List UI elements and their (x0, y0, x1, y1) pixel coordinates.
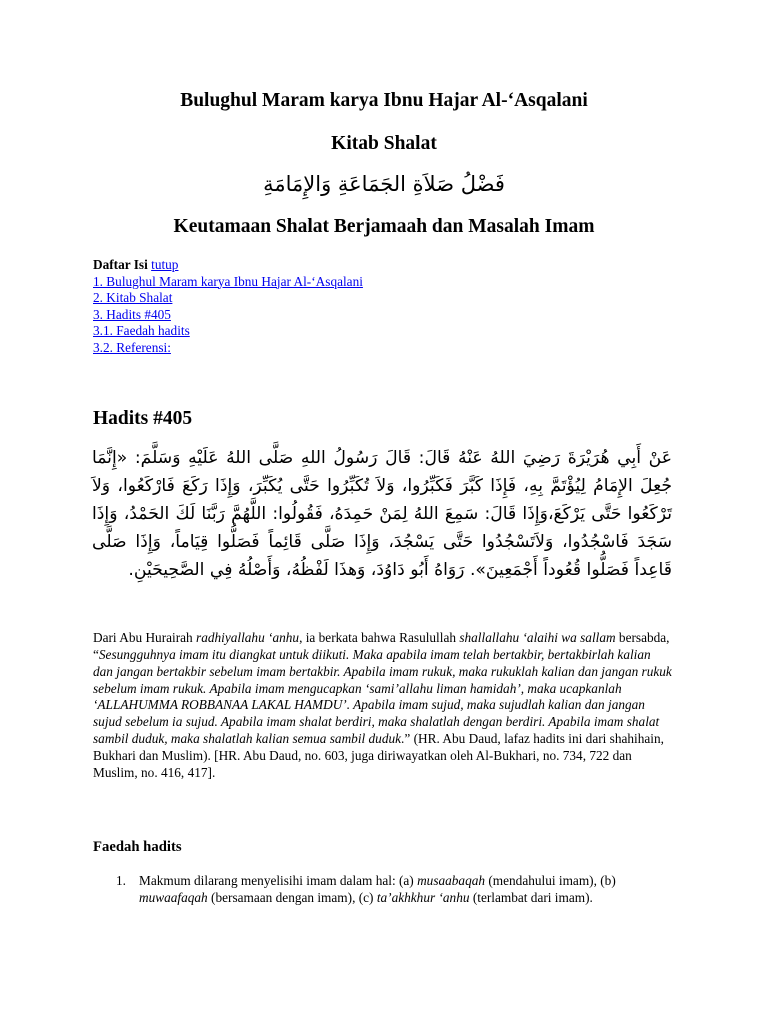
list-item-text: Makmum dilarang menyelisihi imam dalam hal: (a) (139, 873, 418, 888)
list-item-text: (mendahului imam), (b) (485, 873, 616, 888)
translation-reference: .” (HR. Abu Daud, lafaz hadits ini dari shahihain, Bukhari dan Muslim). [HR. Abu Daud, no. 603, juga diriwayatkan oleh Al-Bukhari, no. 734, 722 dan Muslim, no. 416, 417]. (93, 731, 664, 780)
list-item-text: (terlambat dari imam). (469, 889, 593, 905)
list-item (93, 873, 673, 907)
arabic-chapter-heading: فَضْلُ صَلاَةِ الجَمَاعَةِ وَالإِمَامَةِ (263, 172, 505, 196)
toc-item-2[interactable]: 2. Kitab Shalat (93, 290, 173, 305)
translation-text: Dari Abu Hurairah (93, 630, 197, 646)
hadits-translation (93, 630, 673, 781)
translation-italic: radhiyallahu ‘anhu (196, 630, 300, 646)
list-item-text: (bersamaan dengan imam), (c) (207, 889, 377, 905)
translation-italic: shallallahu ‘alaihi wa sallam (459, 630, 616, 646)
list-item-number: 1. (116, 873, 126, 888)
toc-toggle-link[interactable]: tutup (151, 257, 179, 272)
faedah-heading: Faedah hadits (93, 839, 182, 855)
faedah-list (93, 873, 673, 907)
toc-item-1[interactable]: 1. Bulughul Maram karya Ibnu Hajar Al-‘Asqalani (93, 273, 363, 289)
toc-item-3[interactable]: 3. Hadits #405 (93, 306, 171, 322)
toc-item-3-1[interactable]: 3.1. Faedah hadits (93, 323, 190, 338)
table-of-contents (93, 257, 593, 356)
chapter-heading: Keutamaan Shalat Berjamaah dan Masalah Imam (173, 216, 595, 237)
translation-text: bersabda, “ (93, 630, 670, 663)
translation-text: , ia berkata bahwa Rasulullah (299, 630, 460, 646)
hadits-heading: Hadits #405 (93, 408, 193, 429)
page-subtitle: Kitab Shalat (331, 133, 437, 154)
hadits-arabic-text: عَنْ أَبِي هُرَيْرَةَ رَضِيَ اللهُ عَنْهُ قَالَ: قَالَ رَسُولُ اللهِ صَلَّى اللهُ عَلَيْهِ وَسَلَّمَ: «إِنَّمَا جُعِلَ الإِمَامُ لِيُؤْتَمَّ بِهِ، فَإِذَا كَبَّرَ فَكَبِّرُوا، وَلاَ تُكَبِّرُوا حَتَّى يُكَبِّرَ، وَإِذَا رَكَعَ فَارْكَعُوا، وَلاَ تَرْكَعُوا حَتَّى يَرْكَعَ،وَإِذَا قَالَ: سَمِعَ اللهُ لِمَنْ حَمِدَهُ، فَقُولُوا: اللَّهُمَّ رَبَّنَا لَكَ الحَمْدُ، وَإِذَا سَجَدَ فَاسْجُدُوا، وَلاَتَسْجُدُوا حَتَّى يَسْجُدَ، وَإِذَا صَلَّى قَائِماً فَصَلُّوا قِيَاماً، وَإِذَا صَلَّى قَاعِداً فَصَلُّوا قُعُوداً أَجْمَعِينَ». رَوَاهُ أَبُو دَاوُدَ، وَهذَا لَفْظُهُ، وَأَصْلُهُ فِي الصَّحِيحَيْنِ. (92, 448, 672, 580)
toc-label: Daftar Isi (93, 257, 148, 272)
list-item-term: musaabaqah (417, 873, 486, 888)
translation-quote: Sesungguhnya imam itu diangkat untuk diikuti. Maka apabila imam telah bertakbir, bertakbirlah kalian dan jangan bertakbir sebelum imam bertakbir. Apabila imam rukuk, maka rukuklah kalian dan jangan rukuk sebelum imam rukuk. Apabila imam mengucapkan ‘sami’allahu liman hamidah’, maka ucapkanlah ‘ALLAHUMMA ROBBANAA LAKAL HAMDU’. Apabila imam sujud, maka sujudlah kalian dan jangan sujud sebelum ia sujud. Apabila imam shalat berdiri, maka shalatlah dengan berdiri. Apabila imam shalat sambil duduk, maka shalatlah kalian semua sambil duduk (93, 647, 672, 747)
toc-item-3-2[interactable]: 3.2. Referensi: (93, 339, 171, 355)
list-item-term: ta’akhkhur ‘anhu (376, 889, 470, 905)
page-title: Bulughul Maram karya Ibnu Hajar Al-‘Asqalani (180, 90, 588, 111)
list-item-term: muwaafaqah (139, 889, 208, 905)
